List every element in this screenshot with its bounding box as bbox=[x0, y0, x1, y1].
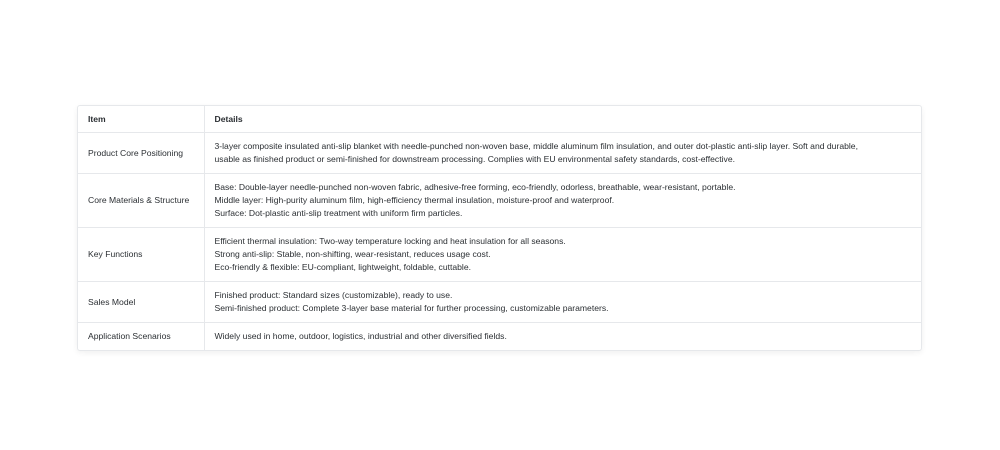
detail-line: Widely used in home, outdoor, logistics, industrial and other diversified fields. bbox=[214, 331, 507, 341]
detail-line: Base: Double-layer needle-punched non-woven fabric, adhesive-free forming, eco-friendly, odorless, breathable, wear-resistant, portable. bbox=[214, 182, 736, 192]
detail-line: 3-layer composite insulated anti-slip blanket with needle-punched non-woven base, middle aluminum film insulation, and outer dot-plastic anti-slip layer. Soft and durable, bbox=[214, 141, 858, 151]
header-details: Details bbox=[204, 106, 921, 133]
detail-line: usable as finished product or semi-finished for downstream processing. Complies with EU environmental safety standards, cost-effective. bbox=[214, 154, 735, 164]
header-item: Item bbox=[78, 106, 204, 133]
table-row bbox=[78, 282, 921, 323]
table-header-row bbox=[78, 106, 921, 133]
row-details bbox=[204, 133, 921, 174]
table-row bbox=[78, 323, 921, 351]
row-item-label: Product Core Positioning bbox=[78, 133, 204, 174]
table-row bbox=[78, 228, 921, 282]
row-item-label: Application Scenarios bbox=[78, 323, 204, 351]
table bbox=[78, 106, 921, 350]
row-item-label: Sales Model bbox=[78, 282, 204, 323]
detail-line: Surface: Dot-plastic anti-slip treatment with uniform firm particles. bbox=[214, 208, 463, 218]
product-info-table bbox=[77, 105, 922, 351]
detail-line: Strong anti-slip: Stable, non-shifting, wear-resistant, reduces usage cost. bbox=[214, 249, 491, 259]
detail-line: Semi-finished product: Complete 3-layer base material for further processing, customizable parameters. bbox=[214, 303, 609, 313]
row-details bbox=[204, 323, 921, 351]
row-item-label: Key Functions bbox=[78, 228, 204, 282]
row-item-label: Core Materials & Structure bbox=[78, 174, 204, 228]
row-details bbox=[204, 174, 921, 228]
detail-line: Middle layer: High-purity aluminum film, high-efficiency thermal insulation, moisture-proof and waterproof. bbox=[214, 195, 615, 205]
detail-line: Eco-friendly & flexible: EU-compliant, lightweight, foldable, cuttable. bbox=[214, 262, 472, 272]
detail-line: Efficient thermal insulation: Two-way temperature locking and heat insulation for all seasons. bbox=[214, 236, 566, 246]
table-row bbox=[78, 133, 921, 174]
table-row bbox=[78, 174, 921, 228]
detail-line: Finished product: Standard sizes (customizable), ready to use. bbox=[214, 290, 453, 300]
row-details bbox=[204, 228, 921, 282]
row-details bbox=[204, 282, 921, 323]
